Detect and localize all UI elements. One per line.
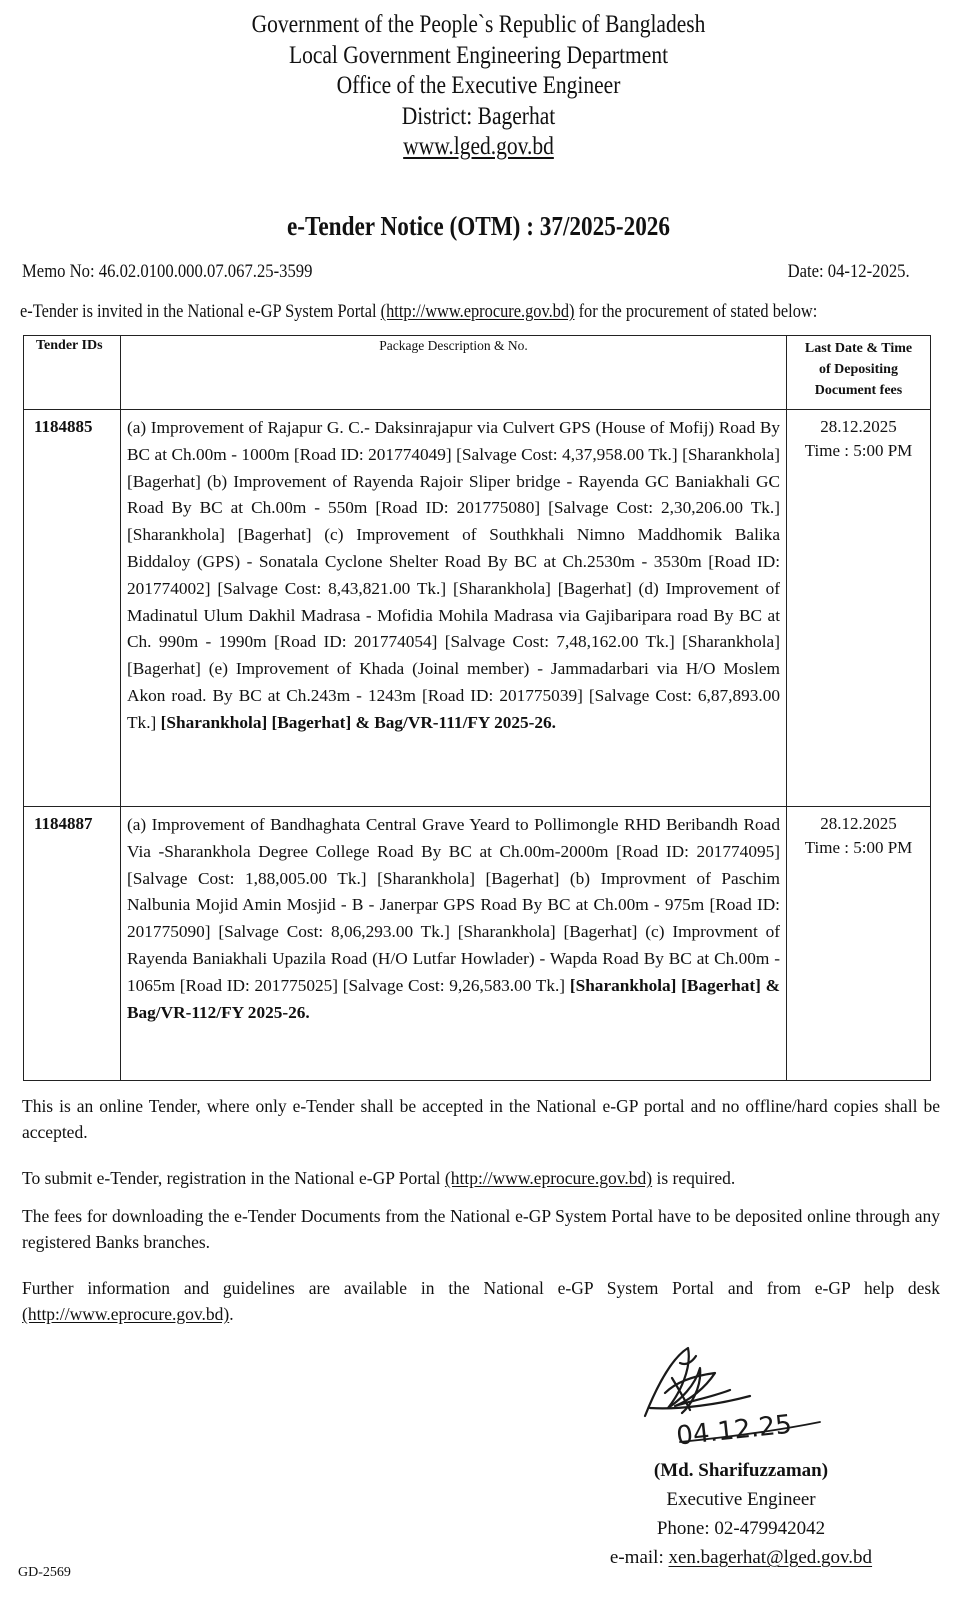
government-name: Government of the People`s Republic of Bangladesh — [251, 11, 706, 38]
package-code: [Sharankhola] [Bagerhat] & Bag/VR-111/FY 2025-26. — [160, 712, 557, 732]
last-time: Time : 5:00 PM — [804, 838, 913, 857]
header-last-date — [787, 336, 931, 410]
last-date: 28.12.2025 — [820, 814, 897, 833]
registration-text-end: is required. — [656, 1168, 736, 1188]
table-row — [24, 410, 931, 807]
further-info-paragraph — [22, 1275, 940, 1327]
handwritten-signature-icon — [620, 1338, 850, 1448]
district-name: District: Bagerhat — [401, 102, 556, 130]
office-name: Office of the Executive Engineer — [336, 72, 621, 99]
website-link[interactable]: www.lged.gov.bd — [403, 133, 554, 160]
registration-paragraph — [22, 1165, 940, 1191]
handwritten-date: 04.12.25 — [674, 1409, 794, 1448]
email-label: e-mail: — [609, 1547, 669, 1568]
eprocure-link[interactable]: (http://www.eprocure.gov.bd) — [444, 1168, 653, 1188]
registration-text: To submit e-Tender, registration in the National e-GP Portal — [22, 1168, 441, 1188]
signatory-designation: Executive Engineer — [666, 1489, 816, 1510]
package-description-text: (a) Improvement of Rajapur G. C.- Daksinrajapur via Culvert GPS (House of Mofij) Road By BC at Ch.00m - 1000m [Road ID: 201774049] [Salvage Cost: 4,37,958.00 Tk.] [Sharankhola] [Bagerhat] (b) Improvement of Rayenda Rajoir Sliper bridge - Rayenda GC Baniakhali GC Road By BC at Ch.00m - 550m [Road ID: 201775080] [Salvage Cost: 2,30,206.00 Tk.] [Sharankhola] [Bagerhat] (c) Improvement of Southkhali Nimno Maddhomik Balika Biddaloy (GPS) - Sonatala Cyclone Shelter Road By BC at Ch.2530m - 3530m [Road ID: 201774002] [Salvage Cost: 8,43,821.00 Tk.] [Sharankhola] [Bagerhat] (d) Improvement of Madinatul Ulum Dakhil Madrasa - Mofidia Mohila Madrasa via Gajibaripara road By BC at Ch. 990m - 1990m [Road ID: 201774054] [Salvage Cost: 7,48,162.00 Tk.] [Sharankhola] [Bagerhat] (e) Improvement of Khada (Joinal member) - Jammadarbari via H/O Moslem Akon road. By BC at Ch.243m - 1243m [Road ID: 201775039] [Salvage Cost: 6,87,893.00 Tk.] — [127, 418, 780, 732]
header-last-date-line2: of Depositing — [819, 362, 898, 377]
signature-area — [620, 1338, 850, 1448]
memo-number: Memo No: 46.02.0100.000.07.067.25-3599 — [22, 262, 313, 282]
intro-before: e-Tender is invited in the National e-GP System Portal — [20, 302, 377, 322]
eprocure-link[interactable]: (http://www.eprocure.gov.bd) — [22, 1304, 230, 1324]
last-time: Time : 5:00 PM — [804, 441, 913, 460]
header-last-date-line3: Document fees — [814, 383, 903, 398]
letterhead — [0, 10, 957, 163]
memo-row — [22, 262, 910, 286]
package-description-text: (a) Improvement of Bandhaghata Central Grave Yeard to Pollimongle RHD Beribandh Road Via -Sharankhola Degree College Road By BC at Ch.00m-2000m [Road ID: 201774095] [Salvage Cost: 1,88,005.00 Tk.] [Sharankhola] [Bagerhat] (b) Improvment of Paschim Nalbunia Mojid Amin Mosjid - B - Janerpar GPS Road By BC at Ch.00m - 975m [Road ID: 201775090] [Salvage Cost: 8,06,293.00 Tk.] [Sharankhola] [Bagerhat] (c) Improvment of Rayenda Baniakhali Upazila Road (H/O Lutfar Howlader) - Wapda Road By BC at Ch.00m - 1065m [Road ID: 201775025] [Salvage Cost: 9,26,583.00 Tk.] — [127, 815, 780, 995]
further-info-text: Further information and guidelines are available in the National e-GP System Portal and from e-GP help desk — [22, 1278, 940, 1298]
header-last-date-line1: Last Date & Time — [804, 341, 913, 356]
fees-paragraph: The fees for downloading the e-Tender Documents from the National e-GP System Portal have to be deposited online through any registered Banks branches. — [22, 1206, 940, 1252]
signatory-name: (Md. Sharifuzzaman) — [653, 1460, 829, 1481]
notice-date: Date: 04-12-2025. — [787, 262, 910, 282]
intro-text — [20, 302, 914, 323]
package-code: [Sharankhola] [Bagerhat] & Bag/VR-112/FY 2025-26. — [127, 975, 780, 1022]
tender-id: 1184887 — [24, 807, 121, 1081]
signatory-email-row — [556, 1543, 926, 1572]
footer-code: GD-2569 — [18, 1565, 71, 1580]
last-date-cell — [787, 807, 931, 1081]
email-link[interactable]: xen.bagerhat@lged.gov.bd — [668, 1547, 873, 1568]
notice-title: e-Tender Notice (OTM) : 37/2025-2026 — [286, 211, 671, 241]
header-package: Package Description & No. — [121, 336, 787, 410]
package-description — [121, 410, 787, 807]
department-name: Local Government Engineering Department — [288, 41, 669, 69]
last-date: 28.12.2025 — [820, 417, 897, 436]
package-description — [121, 807, 787, 1081]
online-tender-paragraph: This is an online Tender, where only e-Tender shall be accepted in the National e-GP portal and no offline/hard copies shall be accepted. — [22, 1096, 940, 1142]
further-info-end: . — [229, 1304, 234, 1324]
eprocure-link[interactable]: (http://www.eprocure.gov.bd) — [380, 302, 575, 322]
tender-id: 1184885 — [24, 410, 121, 807]
tender-table — [23, 335, 931, 1081]
table-row — [24, 807, 931, 1081]
table-header-row — [24, 336, 931, 410]
intro-after: for the procurement of stated below: — [578, 302, 818, 322]
last-date-cell — [787, 410, 931, 807]
header-tender-ids: Tender IDs — [24, 336, 121, 410]
signatory-block — [556, 1456, 926, 1572]
signatory-phone: Phone: 02-479942042 — [656, 1518, 826, 1539]
